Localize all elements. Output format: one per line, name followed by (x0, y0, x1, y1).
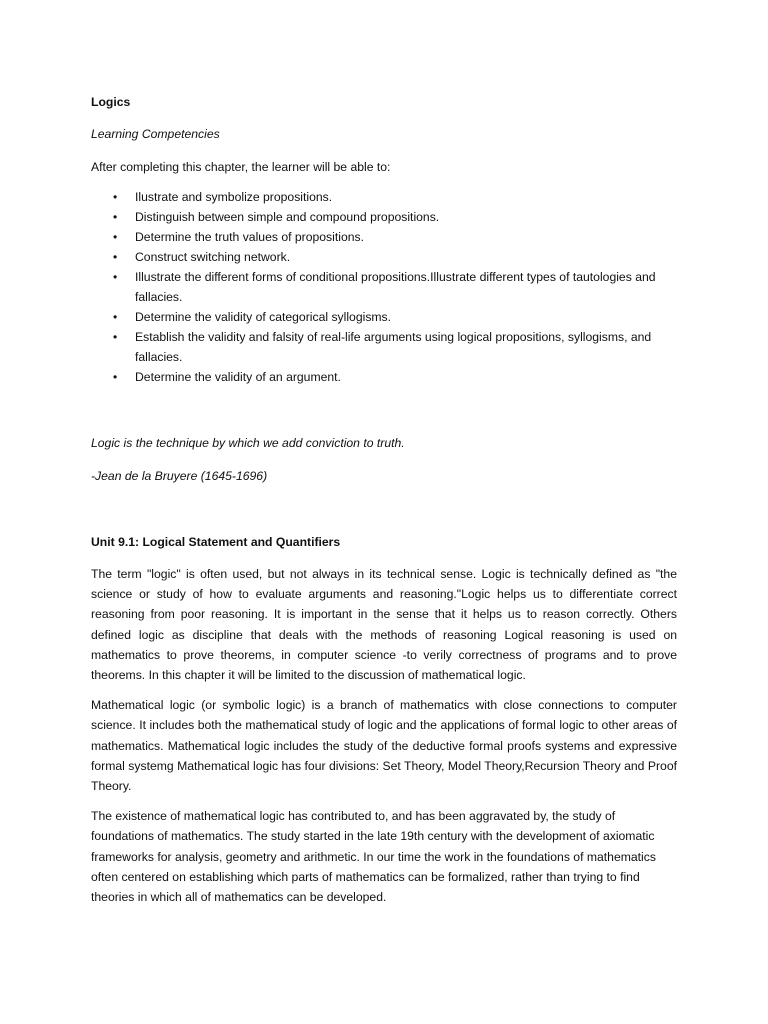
intro-text: After completing this chapter, the learner will be able to: (91, 160, 391, 174)
list-item (91, 207, 677, 227)
document-page (91, 92, 677, 917)
list-item-text: Construct switching network. (135, 250, 291, 264)
list-item (91, 367, 677, 387)
list-item-text: Determine the validity of categorical syllogisms. (135, 310, 392, 324)
epigraph-quote: Logic is the technique by which we add conviction to truth. (91, 436, 405, 450)
list-item (91, 227, 677, 247)
learning-competencies-heading: Learning Competencies (91, 127, 220, 141)
bullet-icon: • (113, 230, 118, 244)
list-item (91, 187, 677, 207)
bullet-icon: • (113, 370, 118, 384)
list-item-text: Distinguish between simple and compound propositions. (135, 210, 440, 224)
bullet-icon: • (113, 190, 118, 204)
list-item (91, 327, 677, 367)
list-item (91, 267, 677, 307)
list-item-text: Ilustrate and symbolize propositions. (135, 190, 333, 204)
list-item-text: Establish the validity and falsity of real-life arguments using logical propositions, syllogisms, and fallacies. (135, 330, 652, 364)
bullet-icon: • (113, 270, 118, 284)
list-item-text: Determine the truth values of propositions. (135, 230, 364, 244)
list-item (91, 247, 677, 267)
competencies-list (91, 187, 677, 387)
body-paragraph: The existence of mathematical logic has contributed to, and has been aggravated by, the study of foundations of mathematics. The study started in the late 19th century with the development of axiomatic frameworks for analysis, geometry and arithmetic. In our time the work in the foundations of mathematics often centered on establishing which parts of mathematics can be formalized, rather than trying to find theories in which all of mathematics can be developed. (91, 809, 656, 905)
body-paragraph: The term "logic" is often used, but not always in its technical sense. Logic is technically defined as "the science or study of how to evaluate arguments and reasoning."Logic helps us to differentiate correct reasoning from poor reasoning. It is important in the sense that it helps us to reason correctly. Others defined logic as discipline that deals with the methods of reasoning Logical reasoning is used on mathematics to prove theorems, in computer science -to verily correctness of programs and to prove theorems. In this chapter it will be limited to the discussion of mathematical logic. (91, 567, 677, 683)
epigraph-author: -Jean de la Bruyere (1645-1696) (91, 469, 268, 483)
body-paragraph: Mathematical logic (or symbolic logic) is a branch of mathematics with close connections to computer science. It includes both the mathematical study of logic and the applications of formal logic to other areas of mathematics. Mathematical logic includes the study of the deductive formal proofs systems and expressive formal systemg Mathematical logic has four divisions: Set Theory, Model Theory,Recursion Theory and Proof Theory. (91, 698, 677, 794)
unit-heading: Unit 9.1: Logical Statement and Quantifiers (91, 535, 341, 549)
list-item (91, 307, 677, 327)
bullet-icon: • (113, 250, 118, 264)
chapter-title: Logics (91, 95, 131, 109)
list-item-text: Determine the validity of an argument. (135, 370, 341, 384)
bullet-icon: • (113, 210, 118, 224)
bullet-icon: • (113, 330, 118, 344)
list-item-text: Illustrate the different forms of conditional propositions.Illustrate different types of tautologies and fallacies. (135, 270, 656, 304)
bullet-icon: • (113, 310, 118, 324)
